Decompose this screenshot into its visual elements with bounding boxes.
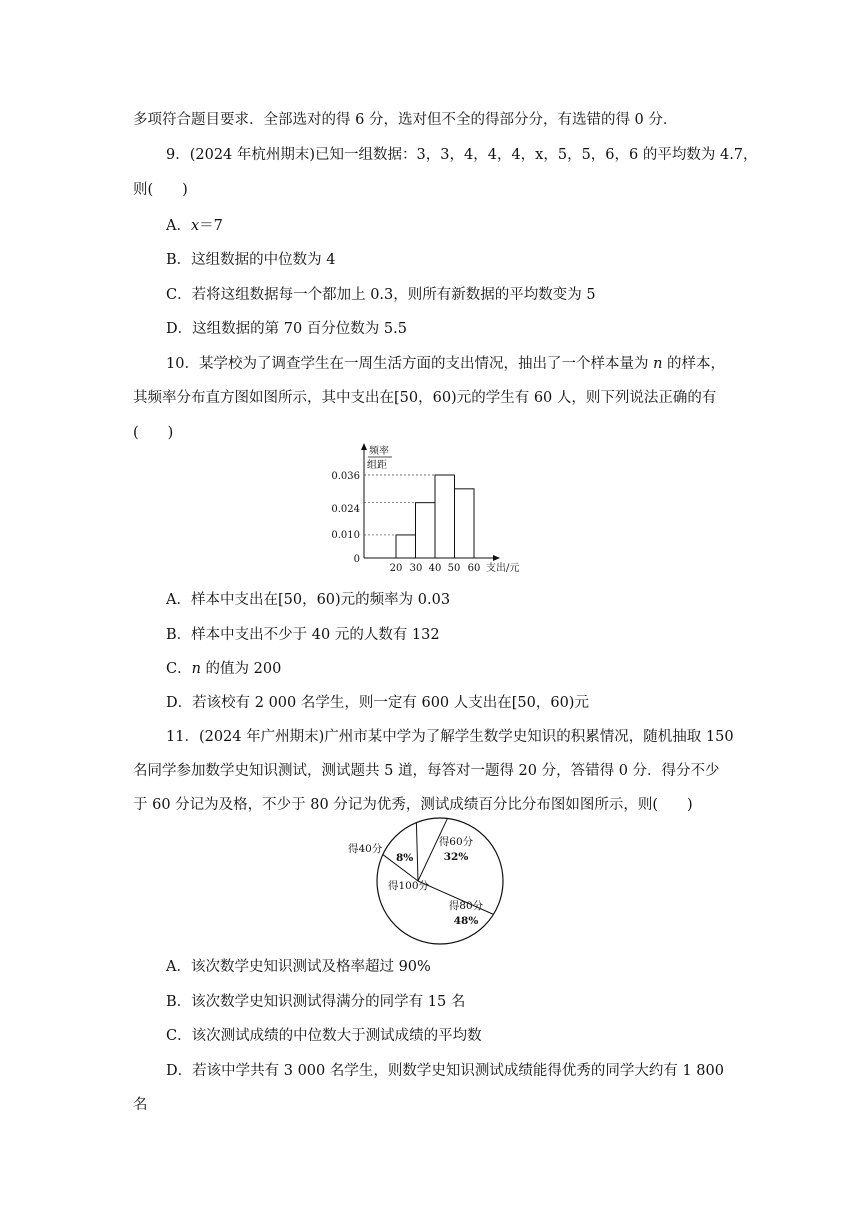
histogram-xlabel: 支出/元 xyxy=(486,563,520,574)
pie-pct-40: 8% xyxy=(396,852,414,864)
histogram-xtick-label: 20 xyxy=(389,563,403,574)
pie-label-40: 得40分 xyxy=(348,843,383,855)
q11-option-d-line1: D．若该中学共有 3 000 名学生，则数学史知识测试成绩能得优秀的同学大约有 1 800 xyxy=(166,1063,724,1079)
q11-option-a: A．该次数学史知识测试及格率超过 90% xyxy=(166,959,431,975)
q10-stem-line2: 其频率分布直方图如图所示，其中支出在[50，60)元的学生有 60 人，则下列说法正确的有 xyxy=(133,390,717,406)
section-intro: 多项符合题目要求．全部选对的得 6 分，选对但不全的得部分分，有选错的得 0 分． xyxy=(133,112,678,128)
q9-option-a-rest: ＝7 xyxy=(199,218,223,234)
histogram-bar xyxy=(455,489,475,558)
frequency-histogram xyxy=(330,440,530,578)
q10-stem-var: n xyxy=(653,356,663,372)
q11-stem-line1: 11．(2024 年广州期末)广州市某中学为了解学生数学史知识的积累情况，随机抽取 150 xyxy=(166,729,734,745)
q10-stem-line1 xyxy=(166,354,725,374)
q10-option-a: A．样本中支出在[50，60)元的频率为 0.03 xyxy=(166,592,451,608)
q10-option-c xyxy=(166,659,281,679)
q11-stem-line3: 于 60 分记为及格，不少于 80 分记为优秀，测试成绩百分比分布图如图所示，则( ) xyxy=(133,797,693,813)
q10-option-c-rest: 的值为 200 xyxy=(200,661,282,677)
histogram-ytick-label: 0.036 xyxy=(331,471,360,482)
histogram-y-arrow xyxy=(361,443,367,450)
q9-option-a-var: x xyxy=(190,218,200,234)
histogram-bar xyxy=(416,503,436,558)
pie-pct-80: 48% xyxy=(453,915,479,927)
histogram-ylabel-bottom: 组距 xyxy=(367,460,387,471)
histogram-bar xyxy=(396,535,416,558)
histogram-ylabel-top: 频率 xyxy=(369,446,389,457)
score-pie-chart xyxy=(345,816,515,946)
q9-option-d: D．这组数据的第 70 百分位数为 5.5 xyxy=(166,321,407,337)
histogram-bar xyxy=(435,475,455,558)
q10-option-c-var: n xyxy=(191,661,201,677)
pie-label-80: 得80分 xyxy=(448,900,484,912)
q10-stem-line1-b: 的样本， xyxy=(662,356,726,372)
histogram-xtick-label: 30 xyxy=(409,563,423,574)
q9-option-a xyxy=(166,216,223,236)
histogram-xtick-label: 50 xyxy=(447,563,461,574)
q9-stem-line2: 则( ) xyxy=(133,182,188,198)
q10-option-b: B．样本中支出不少于 40 元的人数有 132 xyxy=(166,627,440,643)
q9-stem-line1: 9．(2024 年杭州期末)已知一组数据：3，3，4，4，4，x，5，5，6，6 的平均数为 4.7， xyxy=(166,147,758,163)
pie-label-100: 得100分 xyxy=(388,880,430,892)
histogram-bars xyxy=(364,475,474,558)
q11-option-c: C．该次测试成绩的中位数大于测试成绩的平均数 xyxy=(166,1028,482,1044)
q9-option-c: C．若将这组数据每一个都加上 0.3，则所有新数据的平均数变为 5 xyxy=(166,287,596,303)
histogram-xtick-label: 60 xyxy=(467,563,481,574)
histogram-ytick-label: 0.010 xyxy=(331,530,360,541)
q11-option-b: B．该次数学史知识测试得满分的同学有 15 名 xyxy=(166,994,466,1010)
pie-label-60: 得60分 xyxy=(438,836,474,848)
q10-stem-line1-a: 10．某学校为了调查学生在一周生活方面的支出情况，抽出了一个样本量为 xyxy=(166,356,654,372)
pie-pct-60: 32% xyxy=(443,851,469,863)
q9-option-a-prefix: A． xyxy=(166,218,191,234)
q10-option-c-prefix: C． xyxy=(166,661,192,677)
histogram-ytick-label: 0 xyxy=(353,554,360,565)
q10-stem-line3: ( ) xyxy=(133,425,174,441)
q11-option-d-line2: 名 xyxy=(133,1097,148,1113)
q10-option-d: D．若该校有 2 000 名学生，则一定有 600 人支出在[50，60)元 xyxy=(166,695,589,711)
histogram-xtick-label: 40 xyxy=(428,563,442,574)
histogram-ytick-label: 0.024 xyxy=(331,504,360,515)
q11-stem-line2: 名同学参加数学史知识测试，测试题共 5 道，每答对一题得 20 分，答错得 0 分．得分不少 xyxy=(133,763,720,779)
q9-option-b: B．这组数据的中位数为 4 xyxy=(166,252,336,268)
histogram-x-arrow xyxy=(493,555,500,561)
